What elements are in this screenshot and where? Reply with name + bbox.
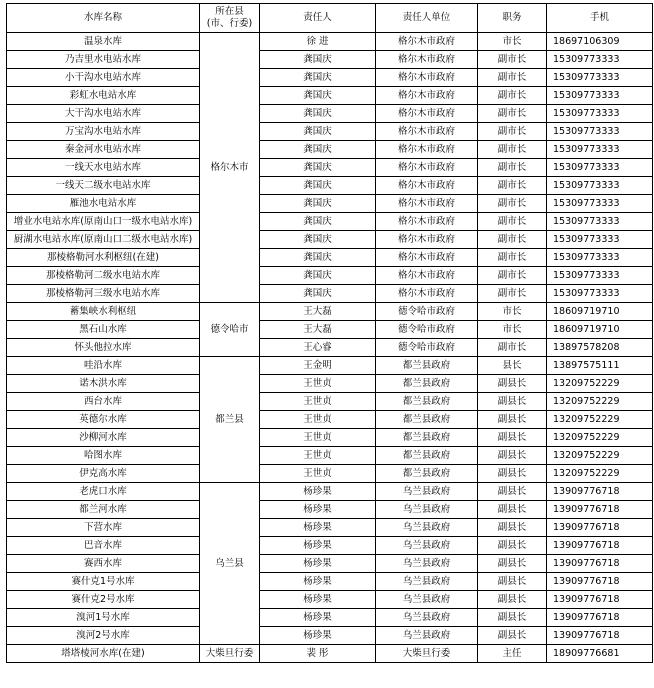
county-cell: 德令哈市 [200, 303, 260, 357]
reservoir-name: 彩虹水电站水库 [7, 87, 200, 105]
phone-cell: 15309773333 [547, 213, 653, 231]
person-cell: 龚国庆 [260, 195, 376, 213]
phone-cell: 15309773333 [547, 231, 653, 249]
unit-cell: 格尔木市政府 [376, 249, 478, 267]
reservoir-name: 赛西水库 [7, 555, 200, 573]
person-cell: 杨珍果 [260, 609, 376, 627]
reservoir-name: 秦金河水电站水库 [7, 141, 200, 159]
table-row [7, 645, 653, 663]
phone-cell: 13897575111 [547, 357, 653, 375]
table-row [7, 555, 653, 573]
person-cell: 杨珍果 [260, 501, 376, 519]
reservoir-name: 赛什克2号水库 [7, 591, 200, 609]
person-cell: 杨珍果 [260, 591, 376, 609]
person-cell: 杨珍果 [260, 627, 376, 645]
header-county-line1: 所在县 [215, 6, 244, 17]
phone-cell: 15309773333 [547, 51, 653, 69]
header-county [200, 4, 260, 33]
title-cell: 副县长 [478, 627, 547, 645]
unit-cell: 格尔木市政府 [376, 123, 478, 141]
table-row [7, 33, 653, 51]
table-row [7, 573, 653, 591]
reservoir-name: 厨湖水电站水库(原南山口二级水电站水库) [7, 231, 200, 249]
reservoir-name: 伊克高水库 [7, 465, 200, 483]
unit-cell: 乌兰县政府 [376, 501, 478, 519]
reservoir-name: 大干沟水电站水库 [7, 105, 200, 123]
table-row [7, 447, 653, 465]
person-cell: 王世贞 [260, 393, 376, 411]
phone-cell: 18909776681 [547, 645, 653, 663]
county-cell: 乌兰县 [200, 483, 260, 645]
phone-cell: 18609719710 [547, 303, 653, 321]
header-county-line2: (市、行委) [206, 18, 253, 29]
title-cell: 副县长 [478, 429, 547, 447]
title-cell: 副县长 [478, 573, 547, 591]
phone-cell: 13909776718 [547, 627, 653, 645]
phone-cell: 13209752229 [547, 429, 653, 447]
unit-cell: 格尔木市政府 [376, 195, 478, 213]
phone-cell: 15309773333 [547, 87, 653, 105]
table-row [7, 213, 653, 231]
table-row [7, 141, 653, 159]
phone-cell: 13909776718 [547, 609, 653, 627]
person-cell: 王心睿 [260, 339, 376, 357]
person-cell: 王世贞 [260, 447, 376, 465]
county-cell: 大柴旦行委 [200, 645, 260, 663]
table-row [7, 429, 653, 447]
table-row [7, 465, 653, 483]
title-cell: 副县长 [478, 483, 547, 501]
reservoir-name: 万宝沟水电站水库 [7, 123, 200, 141]
table-row [7, 483, 653, 501]
title-cell: 副市长 [478, 267, 547, 285]
person-cell: 杨珍果 [260, 519, 376, 537]
title-cell: 主任 [478, 645, 547, 663]
reservoir-name: 那棱格勒河二级水电站水库 [7, 267, 200, 285]
person-cell: 龚国庆 [260, 69, 376, 87]
phone-cell: 15309773333 [547, 285, 653, 303]
person-cell: 王世贞 [260, 375, 376, 393]
table-row [7, 195, 653, 213]
unit-cell: 乌兰县政府 [376, 609, 478, 627]
reservoir-name: 一线天水电站水库 [7, 159, 200, 177]
phone-cell: 15309773333 [547, 195, 653, 213]
title-cell: 副市长 [478, 213, 547, 231]
title-cell: 副县长 [478, 465, 547, 483]
phone-cell: 15309773333 [547, 123, 653, 141]
title-cell: 副市长 [478, 195, 547, 213]
person-cell: 龚国庆 [260, 141, 376, 159]
title-cell: 副县长 [478, 393, 547, 411]
reservoir-name: 黑石山水库 [7, 321, 200, 339]
title-cell: 副县长 [478, 555, 547, 573]
table-header-row [7, 4, 653, 33]
table-row [7, 393, 653, 411]
person-cell: 龚国庆 [260, 123, 376, 141]
phone-cell: 13909776718 [547, 483, 653, 501]
reservoir-name: 乃吉里水电站水库 [7, 51, 200, 69]
phone-cell: 13897578208 [547, 339, 653, 357]
table-row [7, 267, 653, 285]
person-cell: 杨珍果 [260, 537, 376, 555]
phone-cell: 15309773333 [547, 105, 653, 123]
phone-cell: 13909776718 [547, 519, 653, 537]
person-cell: 龚国庆 [260, 51, 376, 69]
title-cell: 副市长 [478, 339, 547, 357]
table-row [7, 591, 653, 609]
table-row [7, 357, 653, 375]
reservoir-name: 小干沟水电站水库 [7, 69, 200, 87]
table-row [7, 375, 653, 393]
table-row [7, 249, 653, 267]
title-cell: 副县长 [478, 447, 547, 465]
phone-cell: 13909776718 [547, 573, 653, 591]
unit-cell: 格尔木市政府 [376, 159, 478, 177]
reservoir-name: 西台水库 [7, 393, 200, 411]
phone-cell: 13909776718 [547, 501, 653, 519]
person-cell: 龚国庆 [260, 285, 376, 303]
phone-cell: 15309773333 [547, 177, 653, 195]
title-cell: 副市长 [478, 105, 547, 123]
title-cell: 副市长 [478, 177, 547, 195]
unit-cell: 格尔木市政府 [376, 105, 478, 123]
phone-cell: 15309773333 [547, 159, 653, 177]
table-row [7, 609, 653, 627]
phone-cell: 15309773333 [547, 141, 653, 159]
unit-cell: 大柴旦行委 [376, 645, 478, 663]
unit-cell: 格尔木市政府 [376, 285, 478, 303]
person-cell: 龚国庆 [260, 159, 376, 177]
person-cell: 杨珍果 [260, 573, 376, 591]
phone-cell: 13209752229 [547, 447, 653, 465]
unit-cell: 都兰县政府 [376, 429, 478, 447]
table-row [7, 501, 653, 519]
phone-cell: 18609719710 [547, 321, 653, 339]
table-row [7, 303, 653, 321]
table-row [7, 123, 653, 141]
reservoir-name: 那棱格勒河三级水电站水库 [7, 285, 200, 303]
table-row [7, 159, 653, 177]
table-row [7, 321, 653, 339]
title-cell: 副县长 [478, 609, 547, 627]
reservoir-name: 温泉水库 [7, 33, 200, 51]
reservoir-name: 那棱格勒河水利枢纽(在建) [7, 249, 200, 267]
reservoir-name: 溴河2号水库 [7, 627, 200, 645]
title-cell: 副市长 [478, 141, 547, 159]
title-cell: 市长 [478, 321, 547, 339]
phone-cell: 13209752229 [547, 375, 653, 393]
unit-cell: 格尔木市政府 [376, 69, 478, 87]
unit-cell: 德令哈市政府 [376, 303, 478, 321]
table-row [7, 105, 653, 123]
table-row [7, 87, 653, 105]
phone-cell: 13209752229 [547, 465, 653, 483]
table-row [7, 231, 653, 249]
unit-cell: 格尔木市政府 [376, 231, 478, 249]
person-cell: 徐 进 [260, 33, 376, 51]
title-cell: 副市长 [478, 69, 547, 87]
reservoir-name: 老虎口水库 [7, 483, 200, 501]
phone-cell: 13909776718 [547, 537, 653, 555]
reservoir-name: 沙柳河水库 [7, 429, 200, 447]
person-cell: 杨珍果 [260, 555, 376, 573]
reservoir-name: 巴音水库 [7, 537, 200, 555]
header-phone: 手机 [547, 4, 653, 33]
unit-cell: 德令哈市政府 [376, 321, 478, 339]
title-cell: 副县长 [478, 537, 547, 555]
title-cell: 市长 [478, 33, 547, 51]
unit-cell: 乌兰县政府 [376, 591, 478, 609]
table-row [7, 69, 653, 87]
title-cell: 副市长 [478, 87, 547, 105]
person-cell: 龚国庆 [260, 267, 376, 285]
title-cell: 副市长 [478, 159, 547, 177]
person-cell: 杨珍果 [260, 483, 376, 501]
table-row [7, 339, 653, 357]
reservoir-name: 增业水电站水库(原南山口一级水电站水库) [7, 213, 200, 231]
person-cell: 王世贞 [260, 411, 376, 429]
title-cell: 市长 [478, 303, 547, 321]
unit-cell: 格尔木市政府 [376, 33, 478, 51]
person-cell: 王大磊 [260, 321, 376, 339]
table-row [7, 285, 653, 303]
table-row [7, 627, 653, 645]
title-cell: 副市长 [478, 231, 547, 249]
header-title: 职务 [478, 4, 547, 33]
phone-cell: 15309773333 [547, 249, 653, 267]
reservoir-name: 蓄集峡水利枢纽 [7, 303, 200, 321]
unit-cell: 都兰县政府 [376, 411, 478, 429]
reservoir-name: 下营水库 [7, 519, 200, 537]
unit-cell: 乌兰县政府 [376, 627, 478, 645]
table-row [7, 51, 653, 69]
title-cell: 副县长 [478, 501, 547, 519]
reservoir-name: 赛什克1号水库 [7, 573, 200, 591]
title-cell: 副市长 [478, 123, 547, 141]
unit-cell: 格尔木市政府 [376, 213, 478, 231]
unit-cell: 格尔木市政府 [376, 141, 478, 159]
table-row [7, 537, 653, 555]
person-cell: 龚国庆 [260, 177, 376, 195]
person-cell: 王金明 [260, 357, 376, 375]
title-cell: 副市长 [478, 249, 547, 267]
unit-cell: 德令哈市政府 [376, 339, 478, 357]
unit-cell: 都兰县政府 [376, 375, 478, 393]
unit-cell: 都兰县政府 [376, 447, 478, 465]
unit-cell: 乌兰县政府 [376, 573, 478, 591]
unit-cell: 乌兰县政府 [376, 519, 478, 537]
unit-cell: 格尔木市政府 [376, 267, 478, 285]
title-cell: 副市长 [478, 51, 547, 69]
person-cell: 王世贞 [260, 465, 376, 483]
unit-cell: 乌兰县政府 [376, 555, 478, 573]
reservoir-name: 哇沿水库 [7, 357, 200, 375]
table-row [7, 519, 653, 537]
reservoir-name: 都兰河水库 [7, 501, 200, 519]
phone-cell: 15309773333 [547, 267, 653, 285]
phone-cell: 13209752229 [547, 393, 653, 411]
reservoir-name: 哈图水库 [7, 447, 200, 465]
reservoir-name: 英德尔水库 [7, 411, 200, 429]
unit-cell: 乌兰县政府 [376, 483, 478, 501]
person-cell: 王大磊 [260, 303, 376, 321]
reservoir-table [6, 3, 653, 663]
unit-cell: 格尔木市政府 [376, 51, 478, 69]
header-person: 责任人 [260, 4, 376, 33]
title-cell: 副县长 [478, 519, 547, 537]
unit-cell: 都兰县政府 [376, 393, 478, 411]
county-cell: 都兰县 [200, 357, 260, 483]
unit-cell: 都兰县政府 [376, 465, 478, 483]
person-cell: 龚国庆 [260, 213, 376, 231]
unit-cell: 都兰县政府 [376, 357, 478, 375]
header-name: 水库名称 [7, 4, 200, 33]
phone-cell: 13909776718 [547, 591, 653, 609]
title-cell: 副县长 [478, 411, 547, 429]
person-cell: 龚国庆 [260, 105, 376, 123]
phone-cell: 18697106309 [547, 33, 653, 51]
table-row [7, 177, 653, 195]
table-body [7, 33, 653, 663]
county-cell: 格尔木市 [200, 33, 260, 303]
reservoir-name: 诺木洪水库 [7, 375, 200, 393]
person-cell: 王世贞 [260, 429, 376, 447]
phone-cell: 13209752229 [547, 411, 653, 429]
title-cell: 副市长 [478, 285, 547, 303]
reservoir-name: 雁池水电站水库 [7, 195, 200, 213]
person-cell: 龚国庆 [260, 87, 376, 105]
header-unit: 责任人单位 [376, 4, 478, 33]
phone-cell: 13909776718 [547, 555, 653, 573]
phone-cell: 15309773333 [547, 69, 653, 87]
unit-cell: 乌兰县政府 [376, 537, 478, 555]
person-cell: 裴 彤 [260, 645, 376, 663]
reservoir-name: 怀头他拉水库 [7, 339, 200, 357]
reservoir-name: 塔塔棱河水库(在建) [7, 645, 200, 663]
title-cell: 副县长 [478, 375, 547, 393]
title-cell: 副县长 [478, 591, 547, 609]
title-cell: 县长 [478, 357, 547, 375]
reservoir-name: 溴河1号水库 [7, 609, 200, 627]
person-cell: 龚国庆 [260, 231, 376, 249]
person-cell: 龚国庆 [260, 249, 376, 267]
unit-cell: 格尔木市政府 [376, 87, 478, 105]
reservoir-name: 一线天二级水电站水库 [7, 177, 200, 195]
unit-cell: 格尔木市政府 [376, 177, 478, 195]
table-row [7, 411, 653, 429]
